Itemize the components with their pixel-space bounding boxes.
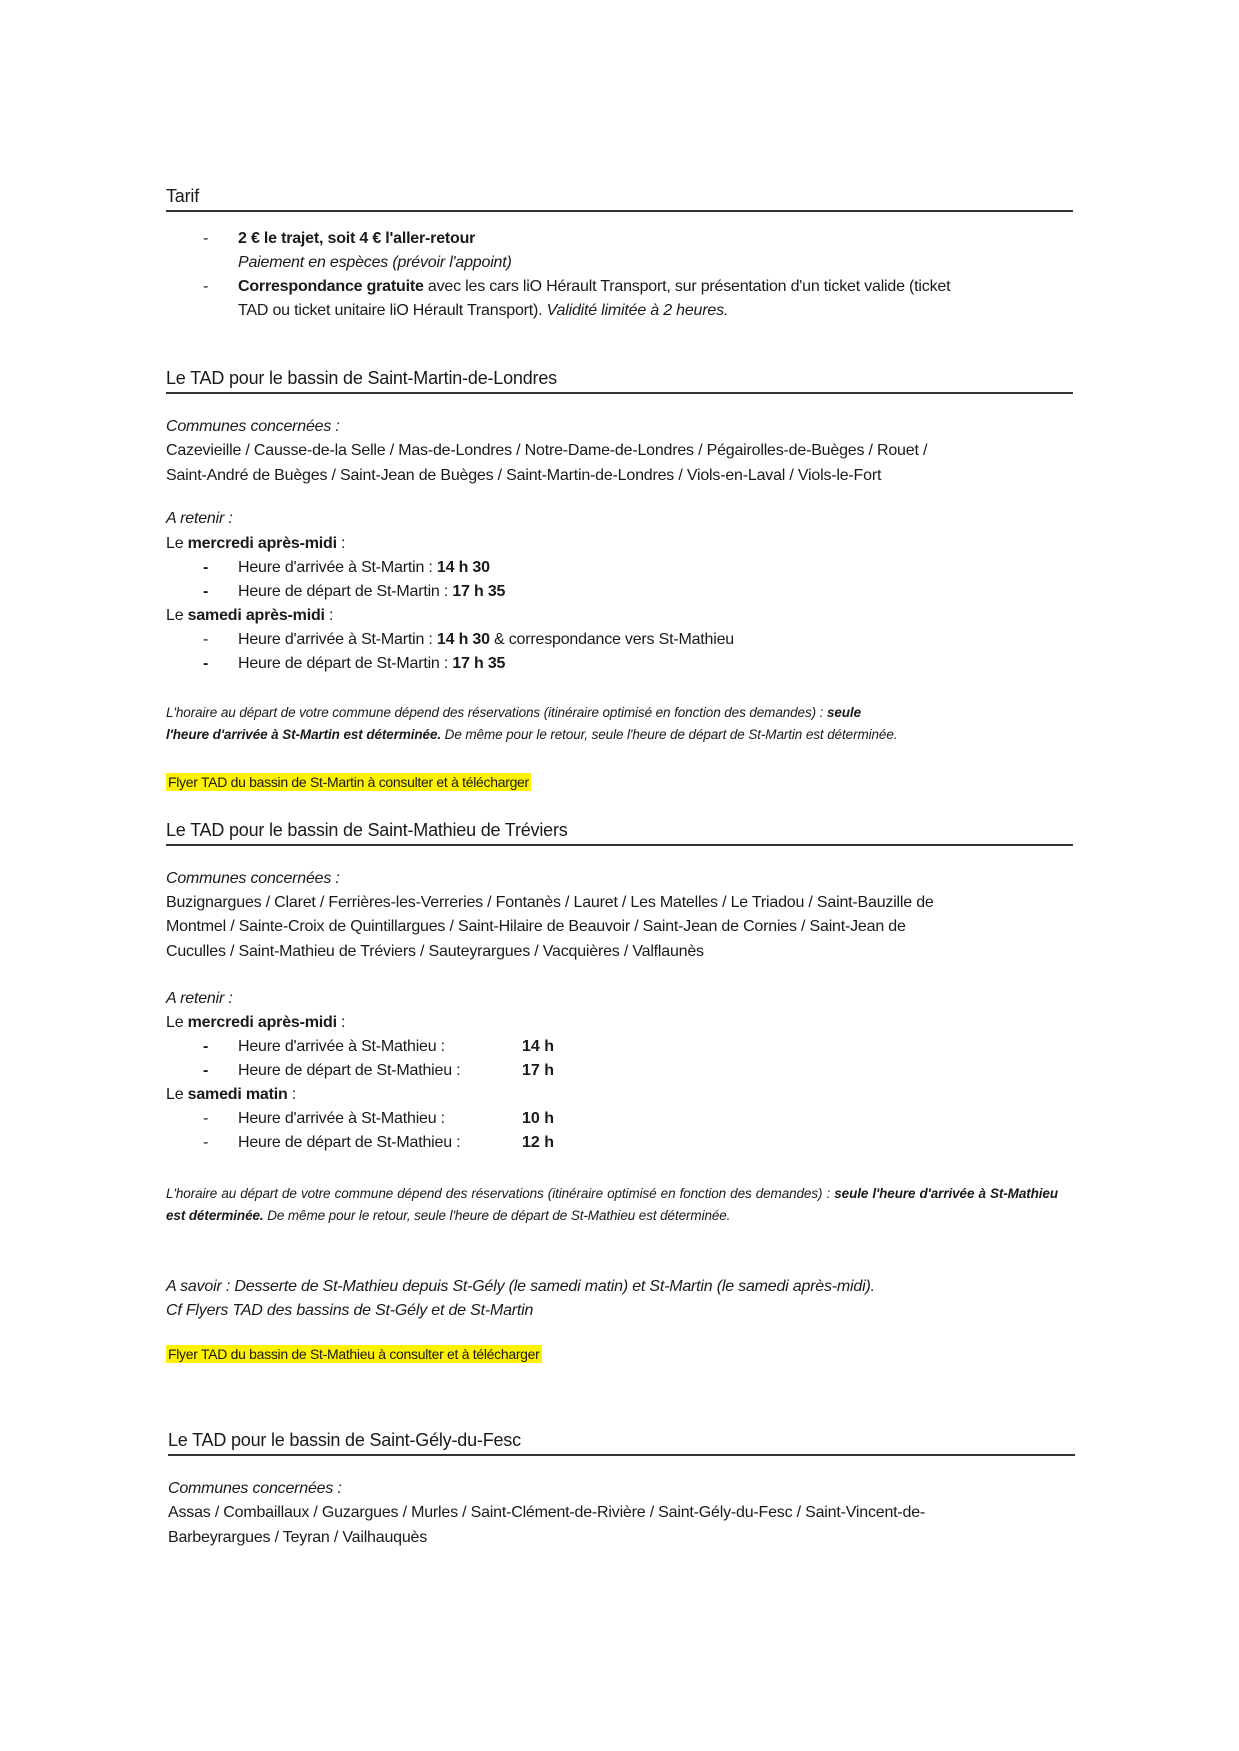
day-prefix: Le — [166, 1014, 188, 1031]
savoir-line: A savoir : Desserte de St-Mathieu depuis St-Gély (le samedi matin) et St-Martin (le samedi après-midi). — [166, 1278, 875, 1295]
schedule-note — [166, 702, 1058, 746]
note-bold: seule — [826, 705, 861, 720]
day-prefix: Le — [166, 1086, 188, 1103]
schedule-time: 14 h 30 — [436, 631, 490, 648]
schedule-label: Heure de départ de St-Mathieu : — [238, 1134, 461, 1151]
communes-list-line: Montmel / Sainte-Croix de Quintillargues / Saint-Hilaire de Beauvoir / Saint-Jean de Cornies / Saint-Jean de — [166, 918, 906, 935]
bullet-dash: - — [203, 1110, 209, 1127]
day-suffix: : — [324, 607, 334, 624]
note-bold: l'heure d'arrivée à St-Mathieu est déterminée. — [166, 1186, 1058, 1223]
schedule-time: 17 h 35 — [452, 655, 506, 672]
communes-label: Communes concernées : — [166, 870, 340, 887]
note-text: De même pour le retour, seule l'heure de départ de St-Mathieu est déterminée. — [263, 1208, 731, 1223]
communes-list-line: Assas / Combaillaux / Guzargues / Murles / Saint-Clément-de-Rivière / Saint-Gély-du-Fesc / Saint-Vincent-de- — [168, 1504, 926, 1521]
bullet-dash: - — [203, 559, 209, 576]
flyer-link-wrapper — [166, 774, 531, 792]
tarif-price: 2 € le trajet, soit 4 € l'aller-retour — [238, 230, 476, 247]
schedule-label: Heure de départ de St-Martin : — [238, 655, 453, 672]
day-suffix: : — [287, 1086, 297, 1103]
bullet-dash: - — [203, 1038, 209, 1055]
bullet-dash: - — [203, 230, 209, 247]
note-text: L'horaire au départ de votre commune dépend des réservations (itinéraire optimisé en fonction des demandes) : — [166, 705, 827, 720]
day-heading-saturday — [166, 1086, 296, 1104]
schedule-item — [238, 655, 505, 673]
bullet-dash: - — [203, 1062, 209, 1079]
flyer-link-st-mathieu[interactable]: Flyer TAD du bassin de St-Mathieu à consulter et à télécharger — [168, 1346, 540, 1362]
schedule-time: 12 h — [522, 1134, 555, 1151]
day-prefix: Le — [166, 607, 188, 624]
schedule-label: Heure d'arrivée à St-Mathieu : — [238, 1110, 445, 1127]
schedule-item — [238, 583, 505, 601]
note-text: L'horaire au départ de votre commune dépend des réservations (itinéraire optimisé en fonction des demandes) : — [166, 1186, 835, 1201]
communes-list-line: Cazevieille / Causse-de-la Selle / Mas-de-Londres / Notre-Dame-de-Londres / Pégairolles-de-Buèges / Rouet / — [166, 442, 928, 459]
day-prefix: Le — [166, 535, 188, 552]
tarif-payment-note: Paiement en espèces (prévoir l'appoint) — [238, 254, 512, 271]
bullet-dash: - — [203, 583, 209, 600]
bullet-dash: - — [203, 1134, 209, 1151]
schedule-label: Heure d'arrivée à St-Mathieu : — [238, 1038, 445, 1055]
communes-list-line: Saint-André de Buèges / Saint-Jean de Buèges / Saint-Martin-de-Londres / Viols-en-Laval / Viols-le-Fort — [166, 467, 882, 484]
day-heading-wednesday — [166, 535, 345, 553]
note-bold: seule — [834, 1186, 869, 1201]
retenir-label: A retenir : — [166, 510, 233, 527]
savoir-line: Cf Flyers TAD des bassins de St-Gély et de St-Martin — [166, 1302, 534, 1319]
communes-list-line: Cuculles / Saint-Mathieu de Tréviers / Sauteyrargues / Vacquières / Valflaunès — [166, 943, 704, 960]
schedule-label: Heure de départ de St-Mathieu : — [238, 1062, 461, 1079]
schedule-time: 17 h — [522, 1062, 555, 1079]
schedule-time: 10 h — [522, 1110, 555, 1127]
correspondance-bold: Correspondance gratuite — [238, 278, 424, 295]
schedule-note — [166, 1183, 1058, 1227]
validity-note: Validité limitée à 2 heures. — [542, 302, 729, 319]
bullet-dash: - — [203, 655, 209, 672]
tarif-correspondance-line2 — [238, 302, 728, 320]
day-heading-saturday — [166, 607, 333, 625]
schedule-item — [238, 559, 490, 577]
note-bold: l'heure d'arrivée à St-Martin est déterminée. — [166, 727, 442, 742]
communes-list-line: Buzignargues / Claret / Ferrières-les-Verreries / Fontanès / Lauret / Les Matelles / Le Triadou / Saint-Bauzille de — [166, 894, 934, 911]
bullet-dash: - — [203, 631, 209, 648]
day-name: mercredi après-midi — [187, 535, 337, 552]
communes-label: Communes concernées : — [168, 1480, 342, 1497]
day-suffix: : — [336, 1014, 346, 1031]
day-name: samedi après-midi — [187, 607, 325, 624]
day-name: samedi matin — [187, 1086, 288, 1103]
correspondance-text: avec les cars liO Hérault Transport, sur présentation d'un ticket valide (ticket — [423, 278, 951, 295]
section-heading-tarif: Tarif — [166, 186, 1073, 212]
schedule-time: 17 h 35 — [452, 583, 506, 600]
day-heading-wednesday — [166, 1014, 345, 1032]
communes-list-line: Barbeyrargues / Teyran / Vailhauquès — [168, 1529, 428, 1546]
flyer-link-st-martin[interactable]: Flyer TAD du bassin de St-Martin à consulter et à télécharger — [168, 774, 529, 790]
bullet-dash: - — [203, 278, 209, 295]
section-heading-st-mathieu: Le TAD pour le bassin de Saint-Mathieu de Tréviers — [166, 820, 1073, 846]
retenir-label: A retenir : — [166, 990, 233, 1007]
schedule-label: Heure d'arrivée à St-Martin : — [238, 631, 437, 648]
section-heading-st-gely: Le TAD pour le bassin de Saint-Gély-du-Fesc — [168, 1430, 1075, 1456]
schedule-item — [238, 631, 734, 649]
schedule-label: Heure d'arrivée à St-Martin : — [238, 559, 437, 576]
schedule-label: Heure de départ de St-Martin : — [238, 583, 453, 600]
schedule-extra: & correspondance vers St-Mathieu — [489, 631, 734, 648]
note-text: De même pour le retour, seule l'heure de départ de St-Martin est déterminée. — [441, 727, 898, 742]
communes-label: Communes concernées : — [166, 418, 340, 435]
correspondance-text-2: TAD ou ticket unitaire liO Hérault Transport). — [238, 302, 543, 319]
section-heading-st-martin: Le TAD pour le bassin de Saint-Martin-de-Londres — [166, 368, 1073, 394]
day-suffix: : — [336, 535, 346, 552]
day-name: mercredi après-midi — [187, 1014, 337, 1031]
schedule-time: 14 h — [522, 1038, 555, 1055]
tarif-correspondance-line1 — [238, 278, 950, 296]
schedule-time: 14 h 30 — [436, 559, 490, 576]
flyer-link-wrapper — [166, 1346, 542, 1364]
